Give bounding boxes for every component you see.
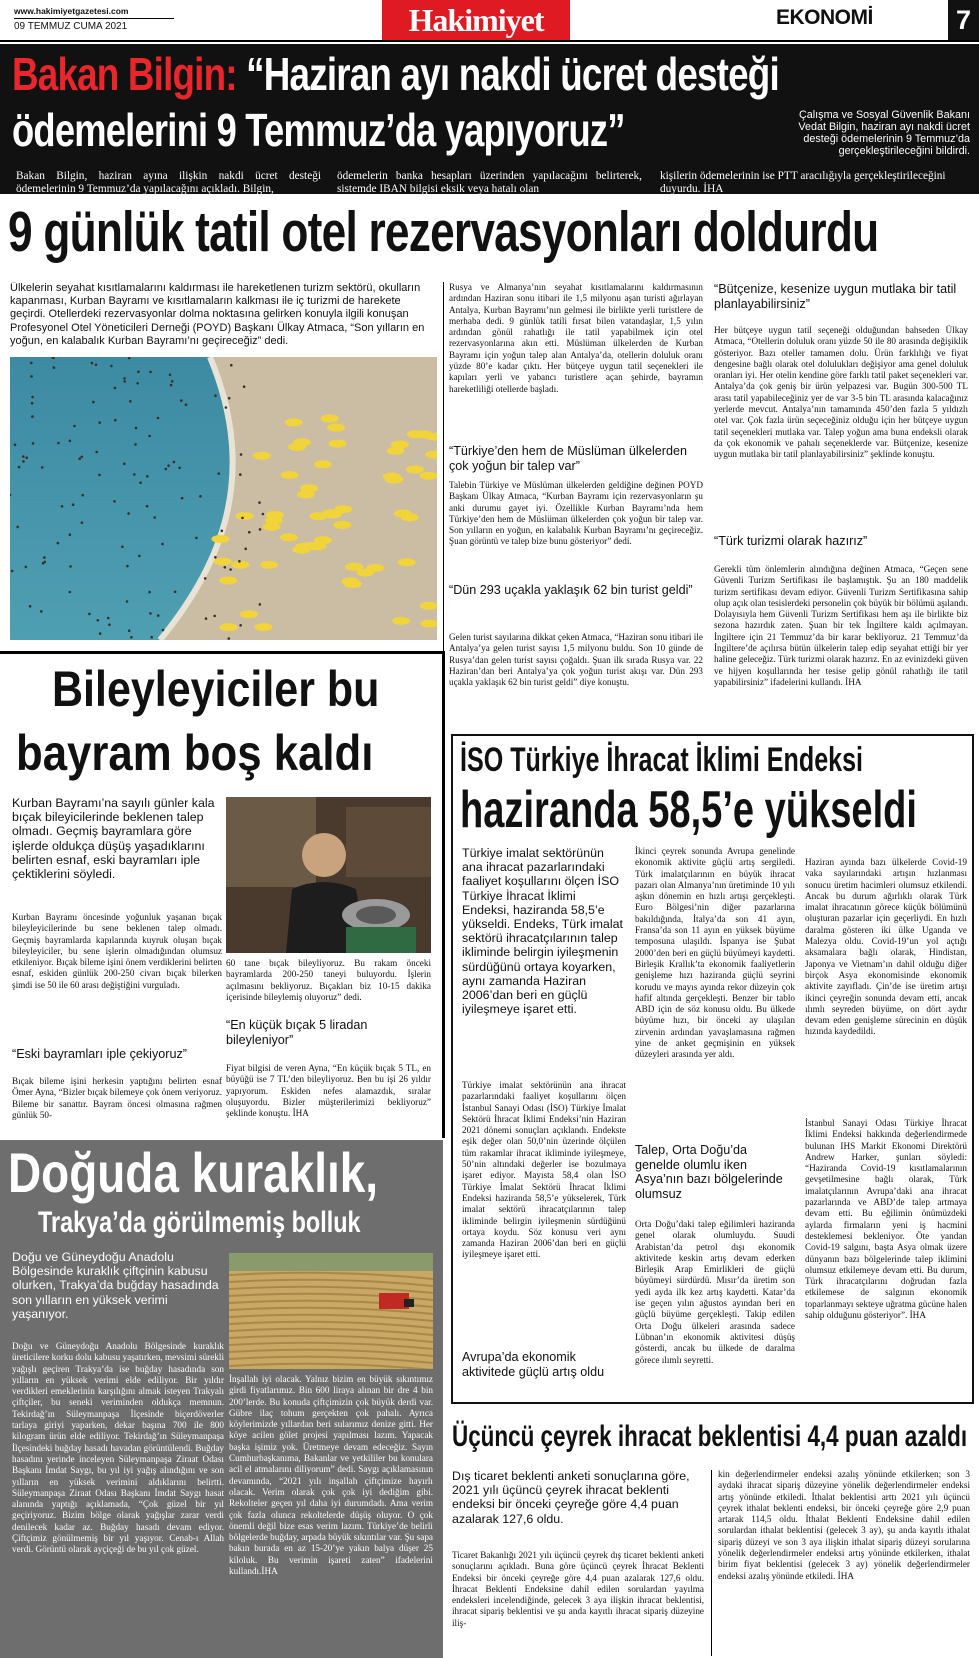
swimmer (29, 605, 32, 608)
swimmer (31, 396, 34, 399)
swimmer (114, 387, 117, 390)
swimmer (41, 466, 44, 469)
swimmer (195, 537, 198, 540)
knife-sharpener-photo (226, 797, 431, 953)
story1-headline-line1: Bakan Bilgin: “Haziran ayı nakdi ücret desteği (12, 48, 779, 100)
story2-col2-p3: Gelen turist sayılarına dikkat çeken Atmaca, “Haziran sonu itibari ile Antalya’ya gelen turist sayısı 1,5 milyonu buldu. Son 10 günde de Rusya’dan gelen turist sayısı çoğaldı. Şuan ilk sırada Rusya var. 22 Haziran’dan beri Antalya’ya çok yoğun turist akışı var. Dün 293 uçakla yaklaşık 62 bin turist geldi” diye konuştu. (449, 632, 703, 688)
swimmer (123, 380, 126, 383)
swimmer (127, 512, 130, 515)
beach-umbrella (420, 472, 437, 480)
swimmer (81, 521, 84, 524)
swimmer (57, 442, 60, 445)
beach-umbrella (392, 617, 410, 625)
story3-col1-p2: Bıçak bileme işini herkesin yaptığını belirten esnaf Ömer Ayna, “Bizler bıçak bilemeye çok önem veriyoruz. Bileme bir sanattır. Bayram öncesi olmasına rağmen günlük 50- (12, 1076, 222, 1120)
swimmer (81, 456, 84, 459)
swimmer (174, 591, 177, 594)
beach-umbrella (236, 512, 254, 520)
story5-col3-p1: Haziran ayında bazı ülkelerde Covid-19 vaka sayılarındaki artışın hızlanması sonucu üretim hacimleri olumsuz etkilendi. Ancak bu durum ağırlıklı olarak Türk imalat ihracatının görece küçük bölümünü oluşturan pazarlar için geçerliydi. En hızlı daralma gösteren iki ülke Uganda ve Malezya oldu. Covid-19’un yol açtığı aksamalara bağlı olarak, Hindistan, Japonya ve Vietnam’ın dahil olduğu diğer birçok Asya ekonomisinde ekonomik aktivite zayıfladı. Çin’de ise üretim artışı ikinci çeyreğin sonunda devam etti, ancak ılımlı seyreden büyüme, on dört aydır devam eden genişleme sürecinin en düşük hızında kaydedildi. (805, 857, 967, 1037)
swimmer (169, 374, 172, 377)
story2-col3-p2: Gerekli tüm önlemlerin alındığına değinen Atmaca, “Geçen sene Güvenli Turizm Sertifikası ile başlamıştık. Şu an 180 maddelik turizm sertifikası devam ediyor. Güvenli Turizm Sertifikasına sahip olup açık olan tesislerdeki personelin çok büyük bir bölümü aşılandı. Dolayısıyla hem Güvenli Turizm Sertifikası hem aşı ile birlikte biz sezona hazırdık zaten. Şuan bir tek İngiltere kaldı açılmayan. İngiltere için 21 Temmuz’da bir karar bekliyoruz. 21 Temmuz’da İngiltere’de açılırsa bütün ülkelerin talep edip seyahat ettiği bir yer haline geleceğiz. Türk turizmi olarak hazırız. En az evinizdeki güven ve hijyen koşullarında her tesise gelip gönül rahatlığı ile tatil yapabilirsiniz” ifadelerini kullandı. İHA (714, 564, 968, 687)
swimmer (22, 455, 25, 458)
swimmer (72, 503, 75, 506)
beach-umbrella (314, 460, 332, 468)
swimmer (244, 548, 247, 551)
swimmer (239, 473, 242, 476)
beach-umbrella (281, 471, 299, 479)
beach-umbrella (260, 561, 278, 569)
swimmer (130, 636, 133, 639)
swimmer (114, 419, 117, 422)
story2-col3-p1: Her bütçeye uygun tatil seçeneği olduğundan bahseden Ülkay Atmaca, “Otellerin doluluk oranı yüzde 50 ile 80 arasında değişiklik gösteriyor. Bazı oteller tamamen dolu. Ürün farklılığı ve fiyat dengesine bağlı olarak otel dolulukları değişiyor ama genel doluluk oranları iyi. Her otelin kendine göre farklı tatil paket seçenekleri var. Antalya’da çok geniş bir ürün yelpazesi var. Bugün 300-500 TL arası tatil yapabileceğiniz yer de var 3-5 bin TL arasında kalacağınız yerlerde mevcut. Antalya’nın tamamında 450’den fazla 5 yıldızlı otel var. Çok fazla ürün seçeceğiniz olduğu için her bütçeye uygun tatil seçenekleri mutlaka var. Talep yoğun ama buna endeksli olarak da çok ekonomik ve pahalı seçeneklerde var. Bütçenize, kesenize uygun mutlaka bir tatil planlayabilirsiniz” şeklinde konuştu. (714, 325, 968, 460)
story2-col2-p1: Rusya ve Almanya’nın seyahat kısıtlamalarını kaldırmasının ardından Haziran sonu itibari ile 1,5 milyonu aşan turisti ağırlayan Antalya, Kurban Bayramı’nın gelmesi ile birlikte yerli turistlere de merhaba dedi. 9 günlük tatili fırsat bilen vatandaşlar, 1,5 yılın ardından gönül rahatlığı ile tatil yapabilmek için otel rezervasyonlarına akın etti. Müslüman ülkelerden de Kurban Bayramı için yoğun talep alan Antalya’da, otellerin doluluk oranı yüzde 80’e kadar çıktı. Her bütçeye uygun tatil seçenekleri ile kapıları yerli ve yabancı turistlere açan şehirde, bayramın hareketliliği otellerde başladı. (449, 282, 703, 394)
swimmer (199, 495, 202, 498)
beach-umbrella (285, 418, 303, 426)
story2-lead: Ülkelerin seyahat kısıtlamalarını kaldırması ile hareketlenen turizm sektörü, okulların kapanması, Kurban Bayramı ve kısıtlamaların kalkması ile iç turizmi de harekete geçirdi. Otellerdeki rezervasyonlar dolma noktasına gelirken konuyla ilgili konuşan Profesyonel Otel Yöneticileri Derneği (POYD) Başkanı Ülkay Atmaca, “Son yılların en yoğun, en kalabalık Kurban Bayramı’nı geçireceğiz” dedi. (10, 282, 425, 347)
swimmer (25, 566, 28, 569)
swimmer (241, 517, 244, 520)
section-label: EKONOMİ (776, 6, 873, 29)
swimmer (11, 570, 14, 573)
swimmer (225, 406, 228, 409)
swimmer (113, 500, 116, 503)
story4-headline-line2: Trakya’da görülmemiş bolluk (38, 1206, 361, 1239)
swimmer (248, 531, 251, 534)
swimmer (43, 556, 46, 559)
swimmer (221, 530, 224, 533)
story1-headline-name: Bakan Bilgin: (12, 48, 237, 100)
beach-umbrella (300, 484, 318, 492)
swimmer (133, 473, 136, 476)
swimmer (69, 565, 72, 568)
swimmer (126, 600, 129, 603)
swimmer (139, 481, 142, 484)
swimmer (240, 453, 243, 456)
story5-col3-p2: İstanbul Sanayi Odası Türkiye İhracat İklimi Endeksi hakkında değerlendirmede bulunan IHS Markit Ekonomi Direktörü Andrew Harker, şunları söyledi: “Haziranda Covid-19 kısıtlamalarının gevşetilmesine bağlı olarak, Türk imalatçılarının Avrupa’daki ana ihracat pazarlarında ve ABD’de talep artmaya devam etti. Bu eğilimin önümüzdeki aylarda firmaların yeni iş hacmini desteklemesi bekleniyor. Öte yandan Covid-19 salgını, başta Asya olmak üzere dünyanın bazı bölgelerinde talep iklimini olumsuz etkilemeye devam etti. Bu durum, Türk ihracatçılarını doğrudan fazla etkilemese de salgının ekonomik toparlanmayı sekteye uğratma gücüne halen sahip olduğunu gösteriyor”. İHA (805, 1118, 967, 1321)
swimmer (69, 533, 72, 536)
swimmer (99, 632, 102, 635)
beach-umbrella (219, 577, 237, 585)
story1-headline-line2: ödemelerini 9 Temmuz’da yapıyoruz” (12, 104, 625, 156)
swimmer (73, 425, 76, 428)
swimmer (121, 546, 124, 549)
swimmer (91, 362, 94, 365)
swimmer (123, 377, 126, 380)
swimmer (228, 397, 231, 400)
beach-umbrella (253, 452, 271, 460)
swimmer (243, 385, 246, 388)
issue-date: 09 TEMMUZ CUMA 2021 (14, 21, 128, 32)
swimmer (135, 427, 138, 430)
swimmer (30, 375, 33, 378)
swimmer (69, 440, 72, 443)
beach-umbrella (240, 610, 258, 618)
story4-col1: Doğu ve Güneydoğu Anadolu Bölgesinde kuraklık üreticilere korku dolu kabusu yaşatırken, mevsimi sürekli yağışlı geçiren Trakya’da ise buğday hasadında son yılların en yüksek verimi elde ediliyor. Bir yıldır verdikleri emeklerinin karşılığını almak isteyen Trakyalı çiftçiler, bu seneki veriminden oldukça memnun. Tekirdağ’ın Süleymanpaşa İlçesinde biçerdöverler tarlaya giriyi yaparken, dekar başına 700 ile 800 kilogram ürün elde ediliyor. Tekirdağ’ın Süleymanpaşa İlçesindeki buğday hasadı havadan görüntülendi. Buğday hasadını yerinde inceleyen Süleymanpaşa Ziraat Odası Başkanı İmdat Saygı, bu yıl iyi yağış alındığını ve son yılların en yüksek verimini aldıklarını belirtti. Süleymanpaşa Ziraat Odası Başkanı İmdat Saygı hasat alanında yaptığı açıklamada, “Çok güzel bir yıl geçiriyoruz. Bizim bölge olarak yağışlar zarar verdi denilecek kadar az. Buğday hasadı devam ediyor. Çiftçimiz gönülmemiş bir yıl yaşıyor. Cenab-ı Allah verdi. Görüntü olarak ayçiçeği de bu yıl çok güzel. (12, 1341, 224, 1555)
wheat-field-photo (229, 1253, 433, 1369)
swimmer (204, 577, 207, 580)
swimmer (137, 370, 140, 373)
swimmer (98, 474, 101, 477)
story3-sub1: “Eski bayramları iple çekiyoruz” (12, 1047, 187, 1061)
swimmer (123, 462, 126, 465)
swimmer (148, 435, 151, 438)
swimmer (16, 526, 19, 529)
swimmer (153, 516, 156, 519)
story5-col1: Türkiye imalat sektörünün ana ihracat pazarlarındaki faaliyet koşullarını ölçen İstanbul Sanayi Odası (İSO) Türkiye İmalat Sektörü İhracat İklimi Endeksi’nin Haziran 2021 dönemi sonuçları açıklandı. Endekste eşik değer olan 50,0’nin üzerinde ölçülen tüm rakamlar ihracat ikliminde iyileşmeye, 50’nin altındaki değerler ise bozulmaya işaret ediyor. Mayısta 58,4 olan İSO Türkiye İmalat Sektörü İhracat İklimi Endeksi haziranda 58,5’e yükselerek, Türk imalat sektörü ihracatçılarının talep ikliminde belirgin iyileşmenin sürdüğünü ortaya koydu. Söz konusu veri aynı zamanda Haziran 2006’dan beri en güçlü iyileşmeye işaret etti. (462, 1080, 626, 1260)
swimmer (88, 613, 91, 616)
swimmer (224, 566, 227, 569)
swimmer (259, 528, 262, 531)
swimmer (180, 399, 183, 402)
beach-umbrella (220, 623, 238, 631)
story6-col1: Ticaret Bakanlığı 2021 yılı üçüncü çeyrek dış ticaret beklenti anketi sonuçlarını açıkladı. Buna göre üçüncü çeyrek İhracat Beklenti Endeksi bir önceki çeyreğe göre 4,4 puan azalarak 127,6 oldu. İhracat Beklenti Endeksine dahil edilen sorulardan yayılma endeksleri incelendiğinde, gelecek 3 aya ilişkin ihracat beklentisi, ihracat sipariş beklentisi ve şu anda kayıtlı ihracat sipariş düzeyine iliş- (452, 1550, 704, 1628)
story1-summary: Çalışma ve Sosyal Güvenlik Bakanı Vedat Bilgin, haziran ayı nakdi ücret desteği ödemelerinin 9 Temmuz’da gerçekleştirileceğini bildirdi. (798, 109, 970, 157)
story5-col2-p2: Orta Doğu’daki talep eğilimleri haziranda genel olarak olumluydu. Suudi Arabistan’da petrol dışı ekonomik aktivitede keskin artış devam ederken Birleşik Arap Emirlikleri de güçlü büyümeyi sürdürdü. Mısır’da üretim son yedi ayda ilk kez artış kaydetti. Katar’da ise geçen yılın ağustos ayından beri en güçlü büyüme gerçekleşti. Takip edilen Orta Doğu ülkeleri arasında sadece Lübnan’ın ekonomik aktivitesi düşüş gösterdi, ancak bu ülkede de daralma görece ılımlı seyretti. (635, 1219, 795, 1365)
swimmer (138, 555, 141, 558)
swimmer (171, 380, 174, 383)
swimmer (126, 565, 129, 568)
swimmer (173, 461, 176, 464)
swimmer (149, 371, 152, 374)
beach-photo (10, 357, 437, 640)
story5-headline-line2: haziranda 58,5’e yükseldi (460, 781, 917, 839)
story4-lead: Doğu ve Güneydoğu Anadolu Bölgesinde kuraklık çiftçinin kabusu olurken, Trakya’da buğday hasadında son yılların en yüksek verimi yaşanıyor. (12, 1250, 219, 1321)
swimmer (40, 610, 43, 613)
beach-umbrella (309, 542, 327, 550)
swimmer (14, 443, 17, 446)
swimmer (262, 513, 265, 516)
swimmer (128, 629, 131, 632)
swimmer (81, 494, 84, 497)
story5-lead: Türkiye imalat sektörünün ana ihracat pazarlarındaki faaliyet koşullarını ölçen İSO Türkiye İhracat İklimi Endeksi, haziranda 58,5’e yükseldi. Endeks, Türk imalat sektörü ihracatçılarının talep ikliminde belirgin iyileşmenin sürdüğünü ortaya koyarken, aynı zamanda Haziran 2006’dan beri en güçlü iyileşmeye işaret etti. (462, 846, 623, 1017)
beach-umbrella (401, 513, 419, 521)
beach-umbrella (391, 441, 409, 449)
swimmer (214, 556, 217, 559)
swimmer (205, 617, 208, 620)
beach-umbrella (383, 473, 401, 481)
beach-umbrella (406, 466, 424, 474)
beach-umbrella (309, 512, 327, 520)
story5-col2-p1: İkinci çeyrek sonunda Avrupa genelinde ekonomik aktivite güçlü artış sergiledi. Türk imalatçılarının en büyük ihracat pazarı olan Almanya’nın üretiminde 10 yılı aşkın dönemin en hızlı artışı gerçekleşti. Euro Bölgesi’nin diğer pazarlarına bakıldığında, İtalya’da son 41 ayın, Fransa’da son 11 ayın en yüksek büyüme temposuna ulaşıldı. İspanya ise Şubat 2000’den beri en güçlü büyümeyi kaydetti. Birleşik Krallık’ta ekonomik faaliyetlerin genişleme hızı haziranda güçlü seyrini korudu ve mayıs ayında rekor düzeyin çok hafif altında gerçekleşti. Benzer bir tablo ABD için de söz konusu oldu. Bu ülkede büyüme hızı, bir önceki ay ulaşılan zirvenin ardından yavaşlamasına rağmen yine de anket geçmişinin en yüksek düzeyleri arasında yer aldı. (635, 846, 795, 1060)
swimmer (61, 505, 64, 508)
swimmer (53, 366, 56, 369)
swimmer (97, 619, 100, 622)
story2-sub4: “Türk turizmi olarak hazırız” (714, 534, 868, 548)
story3-headline-line2: bayram boş kaldı (16, 725, 374, 781)
swimmer (157, 614, 160, 617)
beach-umbrella (214, 558, 232, 566)
beach-umbrella (356, 569, 374, 577)
story1-col1: Bakan Bilgin, haziran ayına ilişkin nakdi ücret desteği ödemelerinin 9 Temmuz’da yapılacağını açıkladı. Bilgin, (16, 170, 321, 194)
swimmer (78, 457, 81, 460)
swimmer (170, 384, 173, 387)
swimmer (92, 401, 95, 404)
swimmer (229, 568, 232, 571)
beach-umbrella (211, 535, 229, 543)
logo-text: Hakimiyet (408, 2, 544, 38)
story1-col3: kişilerin ödemelerinin ise PTT aracılığıyla gerçekleştirileceğini duyurdu. İHA (660, 170, 946, 194)
newspaper-logo (382, 0, 570, 40)
swimmer (129, 400, 132, 403)
beach-umbrella (265, 517, 283, 525)
story6-col2: kin değerlendirmeler endeksi azalış yönünde etkilerken; son 3 aydaki ihracat sipariş düzeyine yönelik değerlendirmeler endeksi artış yönünde etkiledi. İthalat beklentisi arttı 2021 yılı üçüncü çeyrek ithalat beklenti endeksi, bir önceki çeyreğe göre 2,9 puan artarak 114,5 oldu. İthalat Beklenti Endeksine dahil edilen sorulardan ithalat beklentisi (gelecek 3 ay), şu anda kayıtlı ithalat sipariş düzeyi ve son 3 aya ilişkin ithalat sipariş düzeyi sorularına yönelik değerlendirmeler endeksi artış yönünde etkilerken, ithalat birim fiyat beklentisi (gelecek 3 ay) yönelik değerlendirmeler endeksi azalış yönünde etkiledi. İHA (718, 1469, 970, 1581)
website-url: www.hakimiyetgazetesi.com (14, 6, 174, 19)
swimmer (110, 365, 113, 368)
swimmer (107, 617, 110, 620)
story6-lead: Dış ticaret beklenti anketi sonuçlarına göre, 2021 yılı üçüncü çeyrek ihracat beklenti endeksi bir önceki çeyreğe göre 4,4 puan azalarak 127,6 oldu. (452, 1469, 690, 1526)
swimmer (95, 451, 98, 454)
beach-umbrella (398, 558, 416, 566)
swimmer (95, 364, 98, 367)
swimmer (134, 443, 137, 446)
story2-sub1: “Türkiye’den hem de Müslüman ülkelerden çok yoğun bir talep var” (449, 444, 687, 473)
swimmer (214, 394, 217, 397)
swimmer (239, 624, 242, 627)
swimmer (157, 417, 160, 420)
swimmer (146, 505, 149, 508)
beach-umbrella (329, 440, 347, 448)
swimmer (69, 591, 72, 594)
swimmer (178, 467, 181, 470)
page-number-box (948, 0, 979, 40)
swimmer (167, 464, 170, 467)
swimmer (181, 497, 184, 500)
story5-sub1: Avrupa’da ekonomik aktivitede güçlü artış oldu (462, 1350, 605, 1379)
swimmer (217, 472, 220, 475)
swimmer (161, 543, 164, 546)
swimmer (185, 403, 188, 406)
swimmer (259, 603, 262, 606)
beach-umbrella (280, 533, 298, 541)
story3-col1-p1: Kurban Bayramı öncesinde yoğunluk yaşanan bıçak bileyleyicilerinde bu sene beklenen talep olmadı. Geçmiş bayramlarda kapılarında kuyruk oluşan bıçak bileyleyiciler, bu sene işlerin olmadığından olumsuz etkileniyor. Bıçak bileme işini önem verdiklerini belirten esnaf, eskiden günlük 200-250 civarı bıçak bilerken şimdi ise 50 ile 60 arası değiştiğini vurguladı. (12, 912, 222, 990)
swimmer (136, 382, 139, 385)
beach-umbrella (288, 443, 306, 451)
story5-sub2: Talep, Orta Doğu’da genelde olumlu iken Asya’nın bazı bölgelerinde olumsuz (635, 1143, 783, 1201)
swimmer (31, 415, 34, 418)
swimmer (149, 612, 152, 615)
swimmer (25, 456, 28, 459)
swimmer (258, 501, 261, 504)
swimmer (228, 637, 231, 640)
swimmer (165, 468, 168, 471)
swimmer (150, 636, 153, 639)
story4-headline-line1: Doğuda kuraklık, (8, 1141, 379, 1204)
story3-col2-p1: 60 tane bıçak bileyliyoruz. Bu rakam önceki bayramlarda 200-250 taneyi buluyordu. İşlerin açılmasını bekliyoruz. Bıçakları biz 10-15 dakika içerisinde bileylemiş oluyoruz” dedi. (226, 958, 431, 1002)
swimmer (22, 460, 25, 463)
story4-col2: İnşallah iyi olacak. Yalnız bizim en büyük sıkıntımız girdi fiyatlarımız. Bin 600 liraya alınan bir dre 4 bin 200’lerde. Bu konuda çiftçimizin çok büyük derdi var. Gübre ilaç tohum gerçekten çok pahalı. Ayrıca köylerimizde yıllardan beri sularımız denize gitti. Her köye acilen gölet projesi yapılması lazım. Yapacak başka işimiz yok. Üretmeye devam edeceğiz. Sayın Cumhurbaşkanıma, Bakanlar ve yetkililer bu konulara acil el atmalarını diliyorum” dedi. Saygı açıklamasının devamında, “2021 yılı inşallah çiftçimize hayırlı olacak. Verim olarak çok çok iyi dediğim gibi. Rekolteler geçen yıl daha iyi durumdadı. Ama verim çok fazla olunca rekoltelerde düşüş oluyor. O çok önemli değil bize esas verim lazım. Türkiye’de belirli bölgelerde buğday, arpada büyük sıkıntılar var. Şu sapa bakın burada en az 15-20’ye yakın balya düşer 25 kiloluk. Bu verimin işareti zaten” ifadelerini kullandı.İHA (229, 1374, 433, 1577)
beach-umbrella (327, 424, 345, 432)
swimmer (213, 615, 216, 618)
swimmer (238, 560, 241, 563)
story2-sub3: “Bütçenize, kesenize uygun mutlaka bir tatil planlayabilirsiniz” (714, 282, 957, 311)
beach-umbrella (255, 623, 273, 631)
page-number: 7 (955, 5, 972, 35)
beach-umbrella (333, 521, 351, 529)
swimmer (230, 364, 233, 367)
story3-headline-line1: Bileyleyiciler bu (52, 661, 380, 717)
swimmer (31, 402, 34, 405)
story2-col2-p2: Talebin Türkiye ve Müslüman ülkelerden geldiğine değinen POYD Başkanı Ülkay Atmaca, “Kurban Bayramı için rezervasyonların şu anki durumu gayet iyi. Özellikle Kurban Bayramı’nda hem Türkiye’den hem de Müslüman ülkelerden çok yoğun bir talep var. Son yılların en yoğun, en kalabalık Kurban Bayramı’nı geçireceğiz. Şuan görüntü ve talep bize bunu gösteriyor” dedi. (449, 480, 703, 547)
story2-sub2: “Dün 293 uçakla yaklaşık 62 bin turist geldi” (449, 583, 693, 597)
story3-lead: Kurban Bayramı’na sayılı günler kala bıçak bileyicilerinde beklenen talep olmadı. Geçmiş bayramlara göre işlerde oldukça düşüş yaşadıklarını belirten esnaf, eski bayramları iple çektiklerini söyledi. (12, 796, 215, 882)
story5-headline-line1: İSO Türkiye İhracat İklimi Endeksi (460, 741, 864, 779)
story1-col2: ödemelerin banka hesapları üzerinden yapılacağını belirterek, sistemde IBAN bilgisi eksik veya hatalı olan (337, 170, 642, 194)
swimmer (162, 629, 165, 632)
swimmer (32, 442, 35, 445)
beach-umbrella (341, 577, 359, 585)
swimmer (57, 542, 60, 545)
story3-sub2: “En küçük bıçak 5 liradan bileyleniyor” (226, 1018, 368, 1047)
swimmer (148, 591, 151, 594)
story3-col2-p2: Fiyat bilgisi de veren Ayna, “En küçük bıçak 5 TL, en büyüğü ise 7 TL’den bileyliyoruz. Ben bu işi 26 yıldır yapıyorum. Eskiden nefes alamazdık, sıralar oluşuyordu. Bizler müşterilerimizi bekliyoruz” şeklinde konuştu. İHA (226, 1063, 431, 1119)
beach-umbrella (321, 415, 339, 423)
story6-headline: Üçüncü çeyrek ihracat beklentisi 4,4 puan azaldı (452, 1420, 968, 1453)
swimmer (146, 475, 149, 478)
swimmer (108, 623, 111, 626)
swimmer (44, 561, 47, 564)
swimmer (30, 362, 33, 365)
swimmer (18, 466, 21, 469)
story2-headline: 9 günlük tatil otel rezervasyonları doldurdu (8, 200, 879, 264)
swimmer (98, 421, 101, 424)
